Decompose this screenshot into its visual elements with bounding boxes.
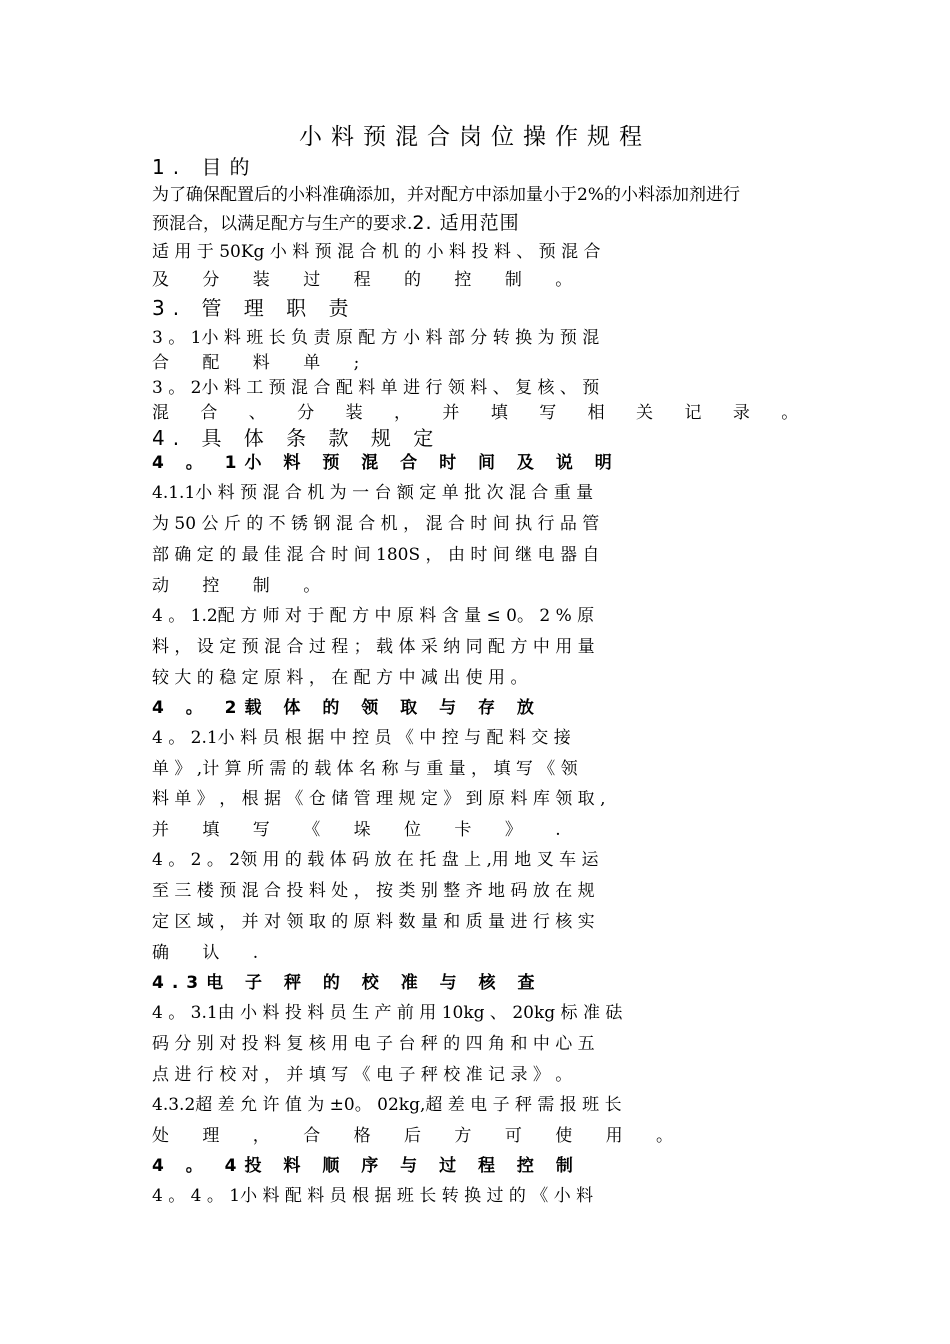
section-heading-scope: 2. 适用范围	[412, 212, 520, 234]
paragraph-line: 4 。 2.1小 料 员 根 据 中 控 员 《 中 控 与 配 料 交 接	[152, 728, 571, 748]
subsection-heading: 4 。 1小 料 预 混 合 时 间 及 说 明	[152, 453, 620, 473]
paragraph-line: 及 分 装 过 程 的 控 制 。	[152, 270, 587, 290]
paragraph-line: 点 进 行 校 对 ， 并 填 写 《 电 子 秤 校 准 记 录 》 。	[152, 1065, 573, 1085]
paragraph-line: 确 认 .	[152, 943, 273, 963]
paragraph-line: 动 控 制 。	[152, 576, 335, 596]
paragraph-line: 并 填 写 《 垛 位 卡 》 .	[152, 820, 575, 840]
paragraph-line: 3 。 2小 料 工 预 混 合 配 料 单 进 行 领 料 、 复 核 、 预	[152, 378, 600, 398]
page-title: 小料预混合岗位操作规程	[299, 124, 651, 150]
paragraph-line: 3 。 1小 料 班 长 负 责 原 配 方 小 料 部 分 转 换 为 预 混	[152, 328, 600, 348]
subsection-heading: 4 。 2载 体 的 领 取 与 存 放	[152, 698, 542, 718]
paragraph-text: 预混合，以满足配方与生产的要求.	[152, 214, 413, 234]
subsection-heading: 4 。 4投 料 顺 序 与 过 程 控 制	[152, 1156, 581, 1176]
section-heading-provisions: 4. 具 体 条 款 规 定	[152, 426, 442, 450]
paragraph-line: 4 。 4 。 1小 料 配 料 员 根 据 班 长 转 换 过 的 《 小 料	[152, 1186, 594, 1206]
paragraph-line: 4.1.1小 料 预 混 合 机 为 一 台 额 定 单 批 次 混 合 重 量	[152, 483, 594, 503]
paragraph-line: 较 大 的 稳 定 原 料 ， 在 配 方 中 减 出 使 用 。	[152, 668, 528, 688]
section-heading-purpose: 1. 目的	[152, 155, 258, 179]
paragraph-line: 混 合 、 分 装 ， 并 填 写 相 关 记 录 。	[152, 403, 812, 423]
paragraph-line: 处 理 ， 合 格 后 方 可 使 用 。	[152, 1126, 688, 1146]
paragraph-line-with-heading	[152, 211, 520, 236]
paragraph-line: 单 》 ,计 算 所 需 的 载 体 名 称 与 重 量 ， 填 写 《 领	[152, 759, 578, 779]
paragraph-line: 4 。 3.1由 小 料 投 料 员 生 产 前 用 10kg 、 20kg 标 准 砝	[152, 1003, 623, 1023]
paragraph-line: 为 50 公 斤 的 不 锈 钢 混 合 机 ， 混 合 时 间 执 行 品 管	[152, 514, 600, 534]
paragraph-line: 为了确保配置后的小料准确添加，并对配方中添加量小于2%的小料添加剂进行	[152, 185, 740, 205]
paragraph-line: 4.3.2超 差 允 许 值 为 ±0。 02kg,超 差 电 子 秤 需 报 班 长	[152, 1095, 622, 1115]
paragraph-line: 4 。 1.2配 方 师 对 于 配 方 中 原 料 含 量 ≤ 0。 2 % 原	[152, 606, 595, 626]
paragraph-line: 码 分 别 对 投 料 复 核 用 电 子 台 秤 的 四 角 和 中 心 五	[152, 1034, 595, 1054]
paragraph-line: 适 用 于 50Kg 小 料 预 混 合 机 的 小 料 投 料 、 预 混 合	[152, 242, 601, 262]
paragraph-line: 至 三 楼 预 混 合 投 料 处 ， 按 类 别 整 齐 地 码 放 在 规	[152, 881, 595, 901]
paragraph-line: 料 ， 设 定 预 混 合 过 程 ； 载 体 采 纳 同 配 方 中 用 量	[152, 637, 595, 657]
paragraph-line: 部 确 定 的 最 佳 混 合 时 间 180S ， 由 时 间 继 电 器 自	[152, 545, 600, 565]
section-heading-responsibilities: 3. 管 理 职 责	[152, 296, 357, 320]
paragraph-line: 合 配 料 单 ;	[152, 353, 374, 373]
paragraph-line: 料 单 》 ， 根 据 《 仓 储 管 理 规 定 》 到 原 料 库 领 取 ,	[152, 789, 606, 809]
subsection-heading: 4.3电 子 秤 的 校 准 与 核 查	[152, 973, 543, 993]
paragraph-line: 定 区 域 ， 并 对 领 取 的 原 料 数 量 和 质 量 进 行 核 实	[152, 912, 595, 932]
paragraph-line: 4 。 2 。 2领 用 的 载 体 码 放 在 托 盘 上 ,用 地 叉 车 运	[152, 850, 599, 870]
